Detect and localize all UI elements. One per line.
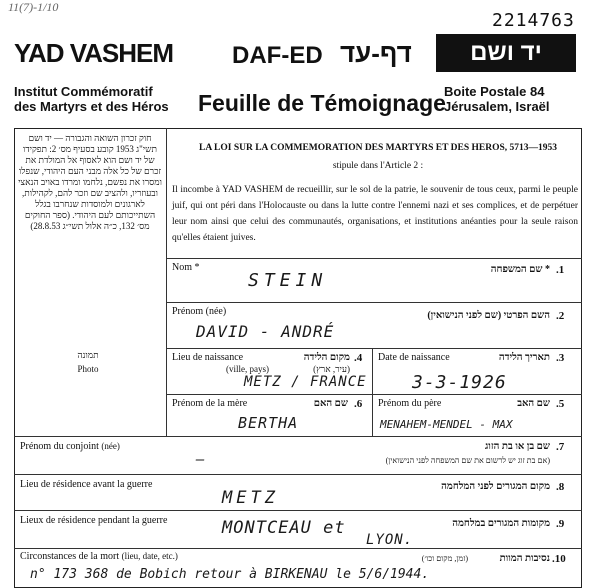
wartime-residence-number: .9: [556, 518, 565, 530]
death-circumstances-label-hebrew: נסיבות המוות: [499, 553, 550, 564]
father-name-value[interactable]: MENAHEM-MENDEL - MAX: [380, 418, 513, 431]
law-title: LA LOI SUR LA COMMEMORATION DES MARTYRS ET DES HEROS, 5713—1953: [199, 143, 557, 153]
spouse-label-hebrew: שם בן או בת הזוג: [485, 441, 550, 452]
row-divider-2: [166, 302, 582, 303]
field-1-number: .1: [556, 264, 565, 276]
spouse-number: .7: [556, 441, 565, 453]
spouse-label-sub: (née): [101, 441, 120, 451]
column-divider-mid: [372, 348, 373, 436]
institute-line2: des Martyrs et des Héros: [14, 99, 169, 114]
mother-name-value[interactable]: BERTHA: [238, 414, 299, 432]
spouse-label-hebrew-sub: (אם בת זוג יש לרשום את שם המשפחה לפני הנישואין): [385, 456, 550, 465]
daf-ed-hebrew: דף-עד: [340, 38, 412, 68]
field-2-label-hebrew: השם הפרטי (שם לפני הנישואין): [427, 310, 550, 321]
photo-column-divider: [166, 128, 167, 436]
institute-line1: Institut Commémoratif: [14, 84, 153, 99]
spouse-value[interactable]: —: [196, 452, 206, 468]
law-body: Il incombe à YAD VASHEM de recueillir, sur le sol de la patrie, le souvenir de tous ceux, parmi le peuple juif, qui ont péri dans l'Holocauste ou dans la lutte contre l'ennemi nazi et ses complices, et de perpétuer leur nom ainsi que celui des communautés, organisations, et institutions anéanties pour la seule raison qu'elles étaient juives.: [172, 185, 578, 243]
field-2-label: Prénom (née): [172, 306, 227, 317]
death-circumstances-number: .10: [552, 553, 566, 565]
row-divider-1: [166, 258, 582, 259]
field-1-value[interactable]: STEIN: [248, 270, 328, 291]
birthdate-value[interactable]: 3-3-1926: [412, 372, 507, 393]
institute-name: [14, 84, 169, 114]
row-divider-5: [14, 436, 582, 437]
row-divider-3: [166, 348, 582, 349]
field-1-label: Nom *: [172, 262, 200, 273]
death-circumstances-label: [20, 551, 178, 562]
handwritten-scribble: 11(7)-1/10: [8, 0, 59, 14]
prewar-residence-label-hebrew: מקום המגורים לפני המלחמה: [441, 481, 550, 492]
death-circumstances-label-sub: (lieu, date, etc.): [121, 551, 178, 561]
wartime-residence-label: Lieux de résidence pendant la guerre: [20, 515, 168, 526]
wartime-residence-value-line1[interactable]: MONTCEAU et: [222, 518, 346, 538]
mother-name-label-hebrew: שם האם: [313, 398, 348, 409]
field-2-number: .2: [556, 310, 565, 322]
mother-name-number: .6: [354, 398, 363, 410]
birthplace-label: Lieu de naissance: [172, 352, 244, 363]
birthdate-number: .3: [556, 352, 565, 364]
postal-address: [444, 84, 550, 114]
prewar-residence-number: .8: [556, 481, 565, 493]
mother-name-label: Prénom de la mère: [172, 398, 248, 409]
field-1-label-hebrew: * שם המשפחה: [490, 264, 550, 275]
spouse-label-text: Prénom du conjoint: [20, 441, 99, 452]
row-divider-6: [14, 474, 582, 475]
photo-label: Photo: [77, 364, 99, 374]
wartime-residence-label-hebrew: מקומות המגורים במלחמה: [452, 518, 550, 529]
father-name-label: Prénom du père: [378, 398, 442, 409]
row-divider-4: [166, 394, 582, 395]
address-line2: Jérusalem, Israël: [444, 99, 550, 114]
wartime-residence-value-line2[interactable]: LYON.: [366, 532, 414, 548]
father-name-number: .5: [556, 398, 565, 410]
death-circumstances-value[interactable]: n° 173 368 de Bobich retour à BIRKENAU le 5/6/1944.: [30, 567, 430, 582]
form-title: Feuille de Témoignage: [198, 90, 446, 116]
daf-ed-latin: DAF-ED: [232, 42, 323, 69]
row-divider-7: [14, 510, 582, 511]
death-circumstances-label-text: Circonstances de la mort: [20, 551, 120, 562]
birthplace-label-hebrew: מקום הלידה: [303, 352, 350, 363]
row-divider-8: [14, 548, 582, 549]
address-line1: Boite Postale 84: [444, 84, 545, 99]
birthplace-number: .4: [354, 352, 363, 364]
birthdate-label-hebrew: תאריך הלידה: [498, 352, 550, 363]
photo-label-hebrew: תמונה: [77, 350, 99, 360]
law-subtitle: stipule dans l'Article 2 :: [332, 161, 424, 171]
death-circumstances-label-hebrew-sub: (זמן, מקום וכו׳): [421, 554, 468, 563]
birthdate-label: Date de naissance: [378, 352, 450, 363]
spouse-label: [20, 441, 120, 452]
prewar-residence-value[interactable]: METZ: [222, 488, 279, 508]
birthplace-value[interactable]: METZ / FRANCE: [244, 374, 367, 390]
org-name: YAD VASHEM: [14, 38, 174, 68]
yad-vashem-logo: יד ושם: [436, 34, 576, 72]
birthplace-sublabel: (ville, pays): [226, 364, 269, 374]
hebrew-law-text: חוק זכרון השואה והגבורה — יד ושם תשי"ג 1953 קובע בסעיף מס׳ 2: תפקידו של יד ושם הוא לאסוף אל המולדת את זכרם של כל אלה מבני העם היהודי, שנפלו ומסרו את נפשם, נלחמו ומרדו באויב הנאצי ובעוזריו, ולהציב שם וזכר להם, לקהילות, לארגונים ולמוסדות שנחרבו בגלל השתייכותם לעם היהודי. (ספר החוקים מס׳ 132, כ״ה אלול תשי״ג 28.8.53): [18, 133, 162, 231]
birthplace-sublabel-hebrew: (עיר, ארץ): [313, 364, 350, 374]
field-2-value[interactable]: DAVID - ANDRÉ: [196, 322, 335, 341]
father-name-label-hebrew: שם האב: [517, 398, 550, 409]
prewar-residence-label: Lieu de résidence avant la guerre: [20, 479, 153, 490]
form-number: 2214763: [492, 10, 575, 31]
